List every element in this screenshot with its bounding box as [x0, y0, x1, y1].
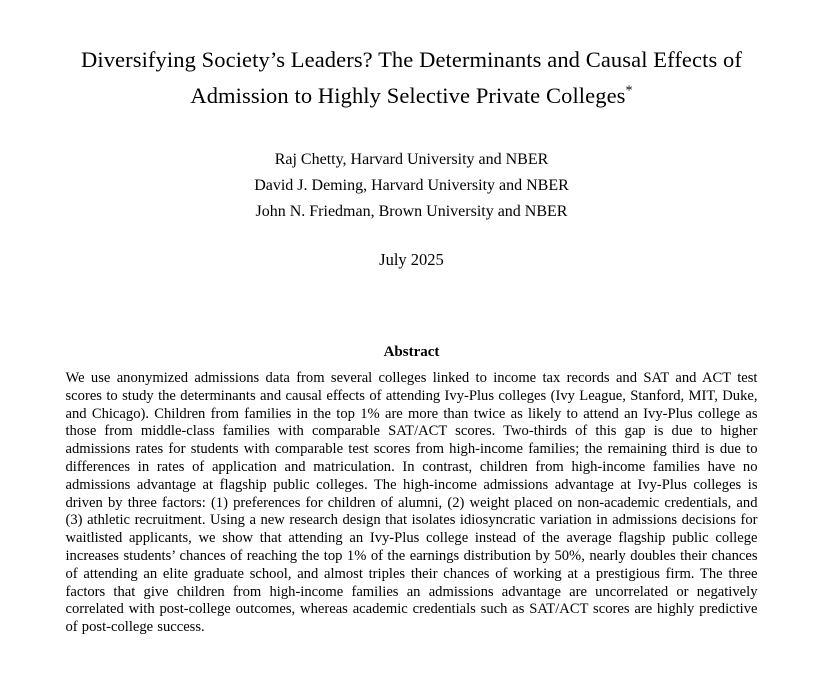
abstract-text: We use anonymized admissions data from several colleges linked to income tax records and SAT and ACT test scores to study the determinants and causal effects of attending Ivy-Plus colleges (Ivy League, Stanford, MIT, Duke, and Chicago). Children from families in the top 1% are more than twice as likely to attend an Ivy-Plus college as those from middle-class families with comparable SAT/ACT scores. Two-thirds of this gap is due to higher admissions rates for students with comparable test scores from high-income families; the remaining third is due to differences in rates of application and matriculation. In contrast, children from high-income families have no admissions advantage at flagship public colleges. The high-income admissions advantage at Ivy-Plus colleges is driven by three factors: (1) preferences for children of alumni, (2) weight placed on non-academic credentials, and (3) athletic recruitment. Using a new research design that isolates idiosyncratic variation in admissions decisions for waitlisted applicants, we show that attending an Ivy-Plus college instead of the average flagship public college increases students’ chances of reaching the top 1% of the earnings distribution by 50%, nearly doubles their chances of attending an elite graduate school, and almost triples their chances of working at a prestigious firm. The three factors that give children from high-income families an admissions advantage are uncorrelated or negatively correlated with post-college outcomes, whereas academic credentials such as SAT/ACT scores are highly predictive of post-college success.	[65, 370, 758, 636]
abstract-section	[66, 343, 758, 637]
paper-date: July 2025	[379, 250, 444, 269]
author-block	[0, 147, 823, 225]
author-line-3: John N. Friedman, Brown University and NBER	[255, 203, 568, 220]
paper-title	[54, 0, 770, 114]
abstract-heading: Abstract	[383, 344, 440, 360]
author-line-1: Raj Chetty, Harvard University and NBER	[274, 151, 549, 168]
paper-title-text: Diversifying Society’s Leaders? The Determinants and Causal Effects of Admission to Highly Selective Private Colleges	[81, 47, 742, 108]
title-footnote-marker: *	[625, 83, 633, 99]
author-line-2: David J. Deming, Harvard University and NBER	[254, 177, 569, 194]
